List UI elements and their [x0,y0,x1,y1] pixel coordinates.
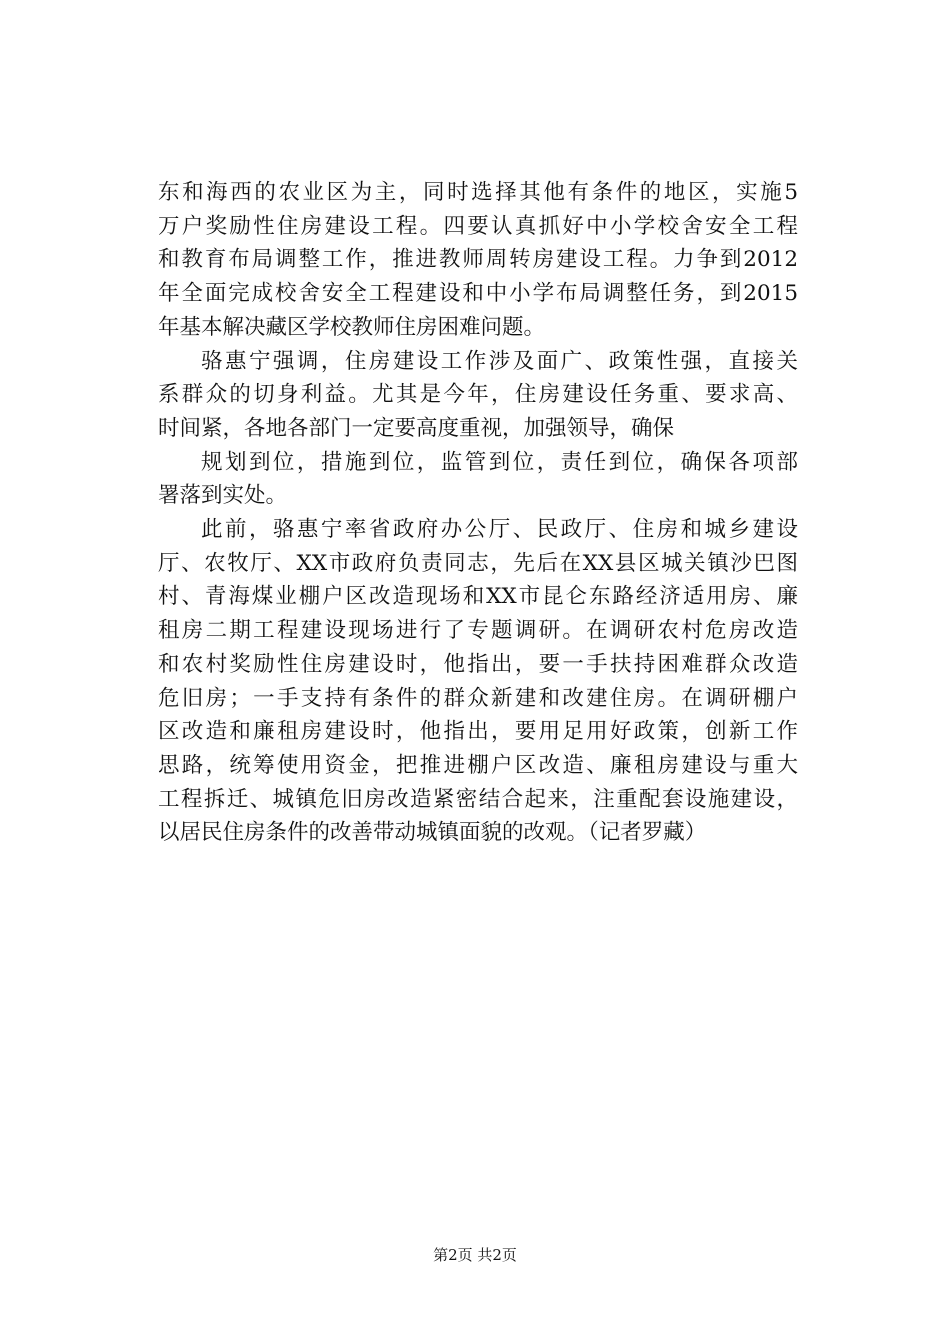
text-line: 时间紧，各地各部门一定要高度重视，加强领导，确保 [158,415,675,441]
text-line: 此前，骆惠宁率省政府办公厅、民政厅、住房和城乡建设 [201,517,798,543]
text-line: 规划到位，措施到位，监管到位，责任到位，确保各项部 [201,449,798,475]
text-line: 以居民住房条件的改善带动城镇面貌的改观。（记者罗藏） [158,820,707,846]
text-line: 万户奖励性住房建设工程。四要认真抓好中小学校舍安全工程 [158,213,798,239]
text-line: 危旧房；一手支持有条件的群众新建和改建住房。在调研棚户 [158,685,798,711]
text-line: 东和海西的农业区为主，同时选择其他有条件的地区，实施5 [158,180,798,205]
page-footer: 第2页 共2页 [433,1246,517,1264]
text-line: 工程拆迁、城镇危旧房改造紧密结合起来，注重配套设施建设， [158,786,798,812]
text-line: 厅、农牧厅、XX市政府负责同志，先后在XX县区城关镇沙巴图 [158,550,798,576]
text-line: 和农村奖励性住房建设时，他指出，要一手扶持困难群众改造 [158,651,798,677]
text-line: 和教育布局调整工作，推进教师周转房建设工程。力争到2012 [158,247,798,273]
text-line: 区改造和廉租房建设时，他指出，要用足用好政策，创新工作 [158,719,798,745]
text-line: 年全面完成校舍安全工程建设和中小学布局调整任务，到2015 [158,281,798,307]
text-line: 租房二期工程建设现场进行了专题调研。在调研农村危房改造 [158,618,798,644]
text-line: 年基本解决藏区学校教师住房困难问题。 [158,314,546,340]
article-body [158,176,798,850]
text-line: 系群众的切身利益。尤其是今年，住房建设任务重、要求高、 [158,382,798,408]
text-line: 骆惠宁强调，住房建设工作涉及面广、政策性强，直接关 [201,348,798,374]
text-line: 思路，统筹使用资金，把推进棚户区改造、廉租房建设与重大 [158,752,798,778]
text-line: 署落到实处。 [158,483,288,509]
text-line: 村、青海煤业棚户区改造现场和XX市昆仑东路经济适用房、廉 [158,584,798,610]
